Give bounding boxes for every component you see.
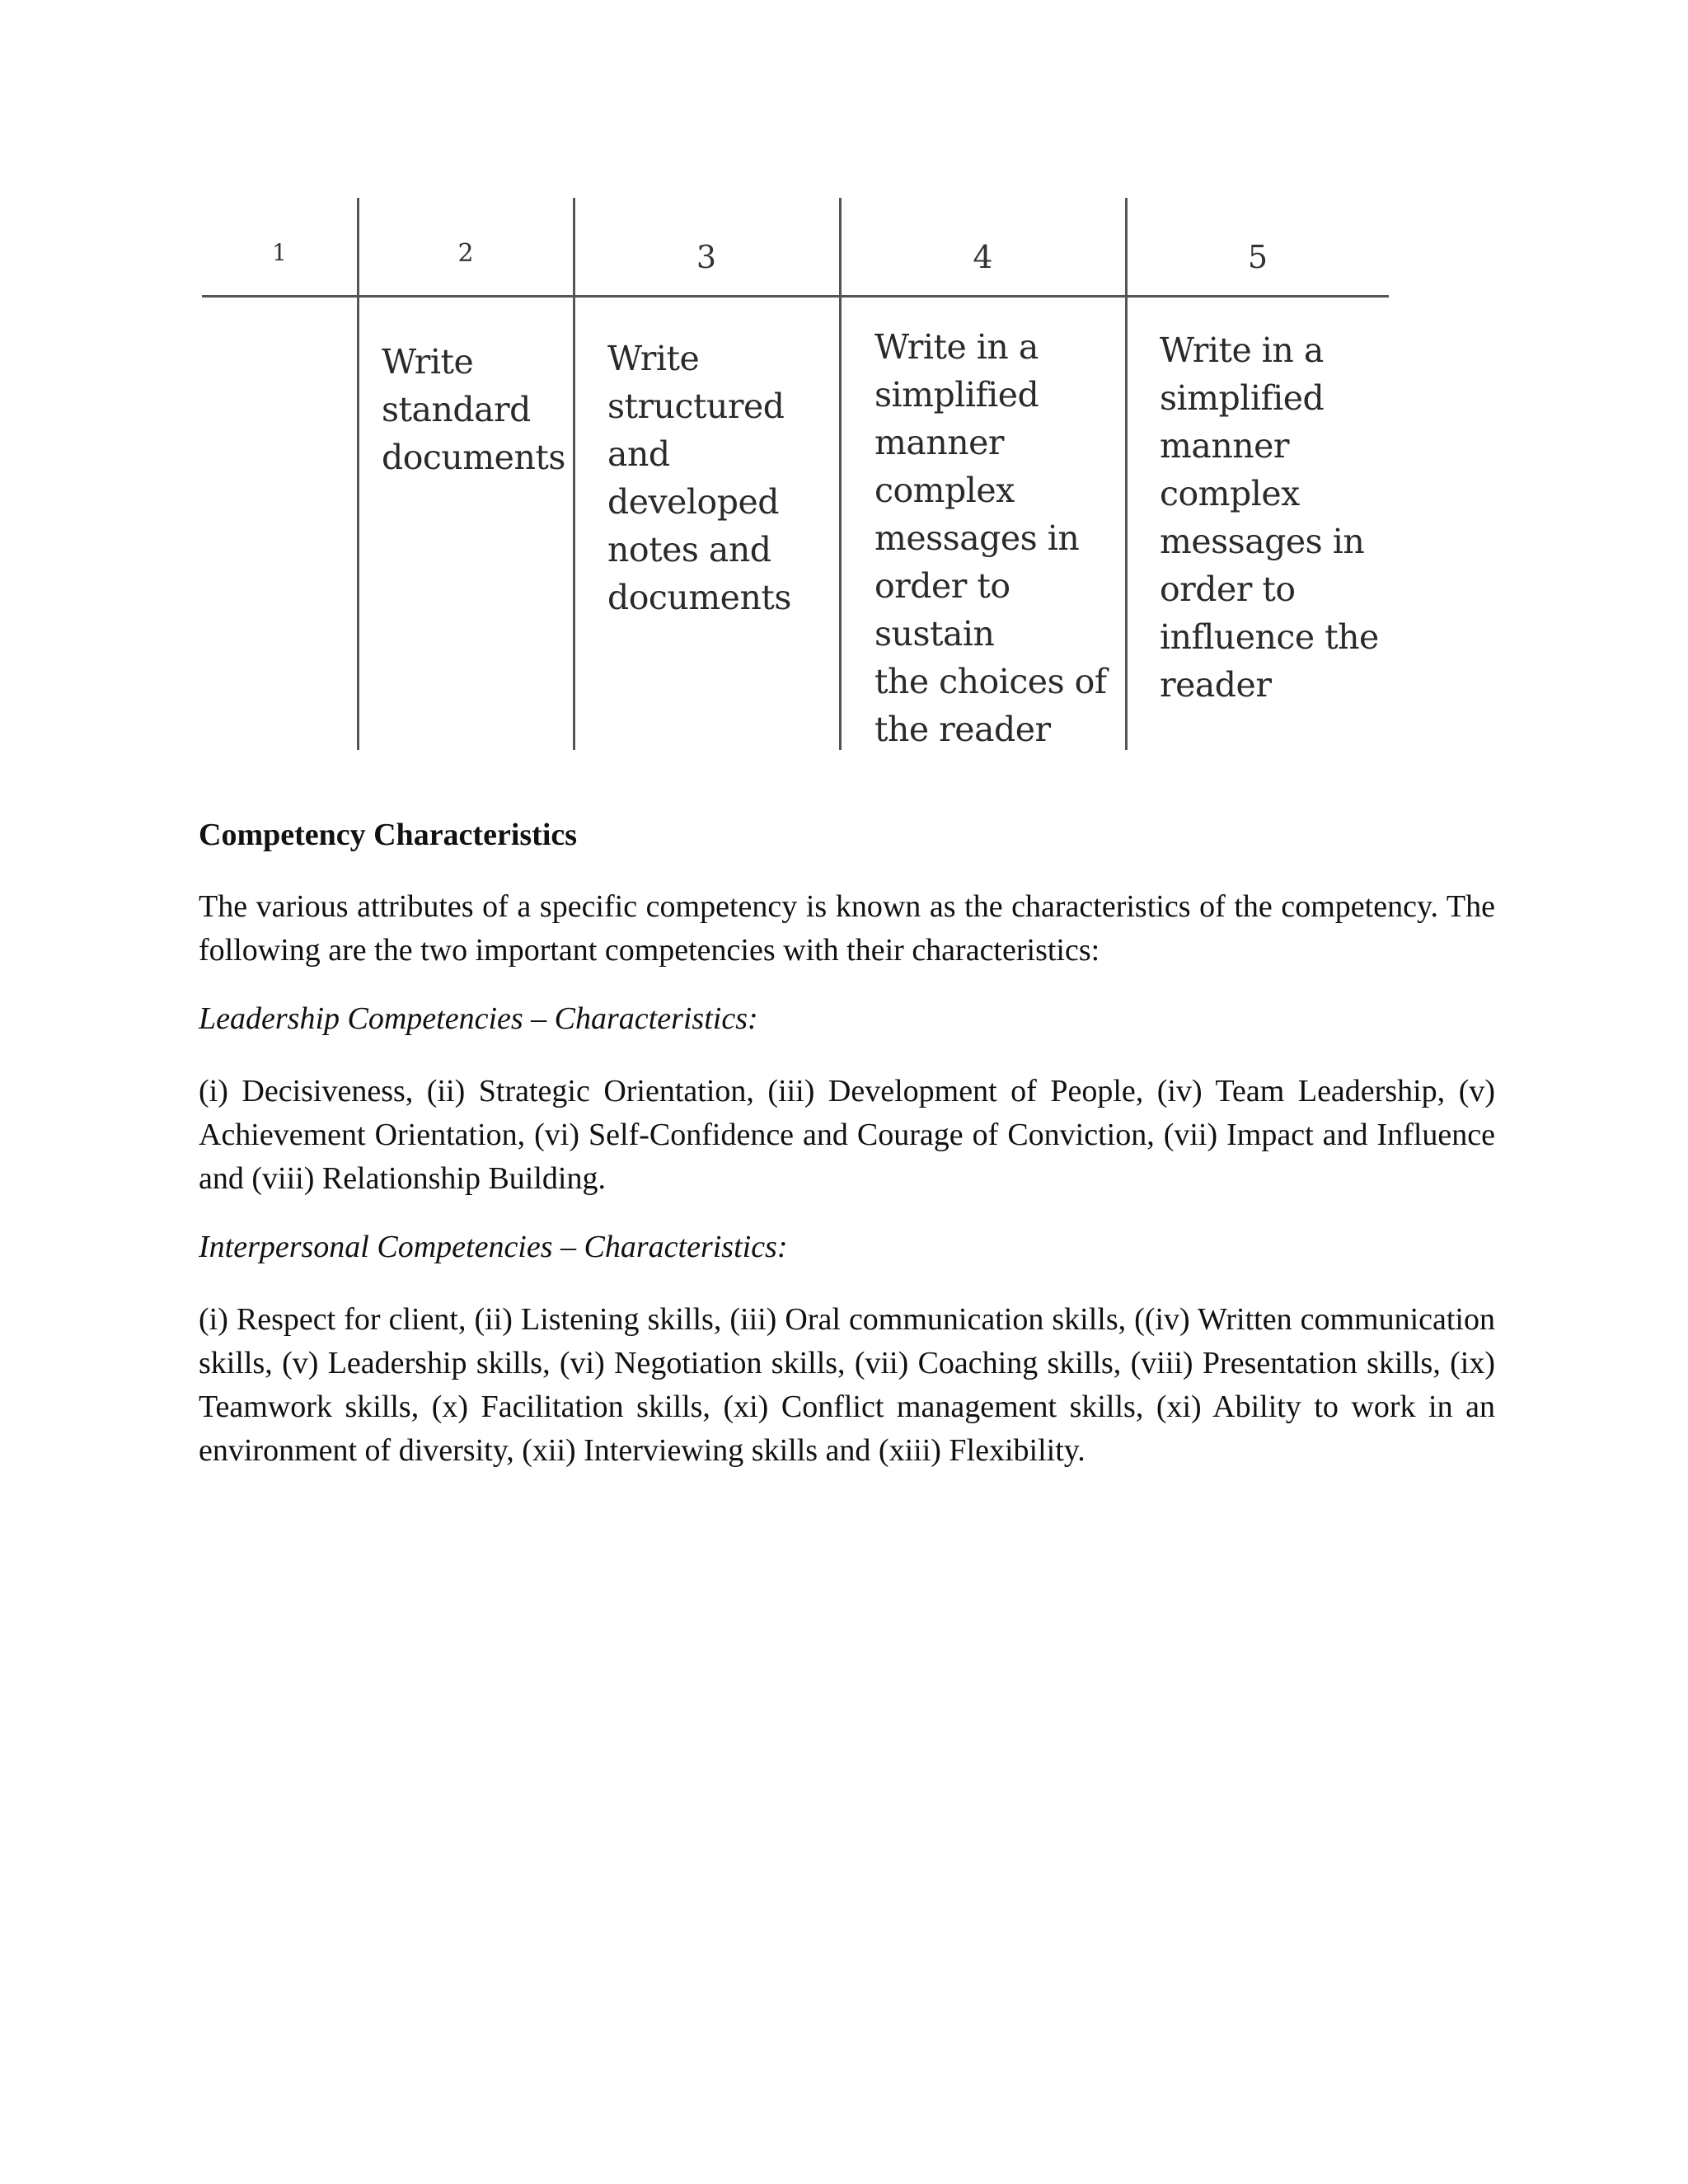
leadership-subheading: Leadership Competencies – Characteristics: [199, 1001, 758, 1036]
column-divider-2 [573, 198, 575, 750]
intro-paragraph: The various attributes of a specific competency is known as the characteristics of the competency. The following are the two important competencies with their characteristics: [199, 889, 1495, 968]
column-number-3: 3 [696, 239, 717, 275]
interpersonal-subheading: Interpersonal Competencies – Characteristics: [199, 1230, 788, 1264]
column-divider-4 [1125, 198, 1128, 750]
column-number-4: 4 [973, 239, 993, 275]
table-cell-level-4: Write in a simplified manner complex messages in order to sustain the choices of the reader [874, 327, 1107, 749]
column-divider-3 [839, 198, 842, 750]
column-number-1: 1 [272, 239, 287, 266]
table-cell-level-3: Write structured and developed notes and documents [607, 339, 791, 617]
table-cell-level-5: Write in a simplified manner complex messages in order to influence the reader [1160, 330, 1379, 705]
leadership-paragraph: (i) Decisiveness, (ii) Strategic Orientation, (iii) Development of People, (iv) Team Leadership, (v) Achievement Orientation, (vi) Self-Confidence and Courage of Conviction, (vii) Impact and Influence and (viii) Relationship Building. [199, 1074, 1495, 1196]
column-number-2: 2 [457, 239, 474, 268]
interpersonal-paragraph: (i) Respect for client, (ii) Listening skills, (iii) Oral communication skills, ((iv) Written communication skills, (v) Leadership skills, (vi) Negotiation skills, (vii) Coaching skills, (viii) Presentation skills, (ix) Teamwork skills, (x) Facilitation skills, (xi) Conflict management skills, (xi) Ability to work in an environment of diversity, (xii) Interviewing skills and (xiii) Flexibility. [199, 1302, 1495, 1468]
column-divider-1 [357, 198, 359, 750]
column-number-5: 5 [1247, 239, 1268, 275]
table-cell-level-2: Write standard documents [382, 342, 565, 477]
competency-level-table [202, 198, 1389, 750]
section-heading: Competency Characteristics [199, 818, 578, 852]
table-header-rule [202, 295, 1389, 298]
